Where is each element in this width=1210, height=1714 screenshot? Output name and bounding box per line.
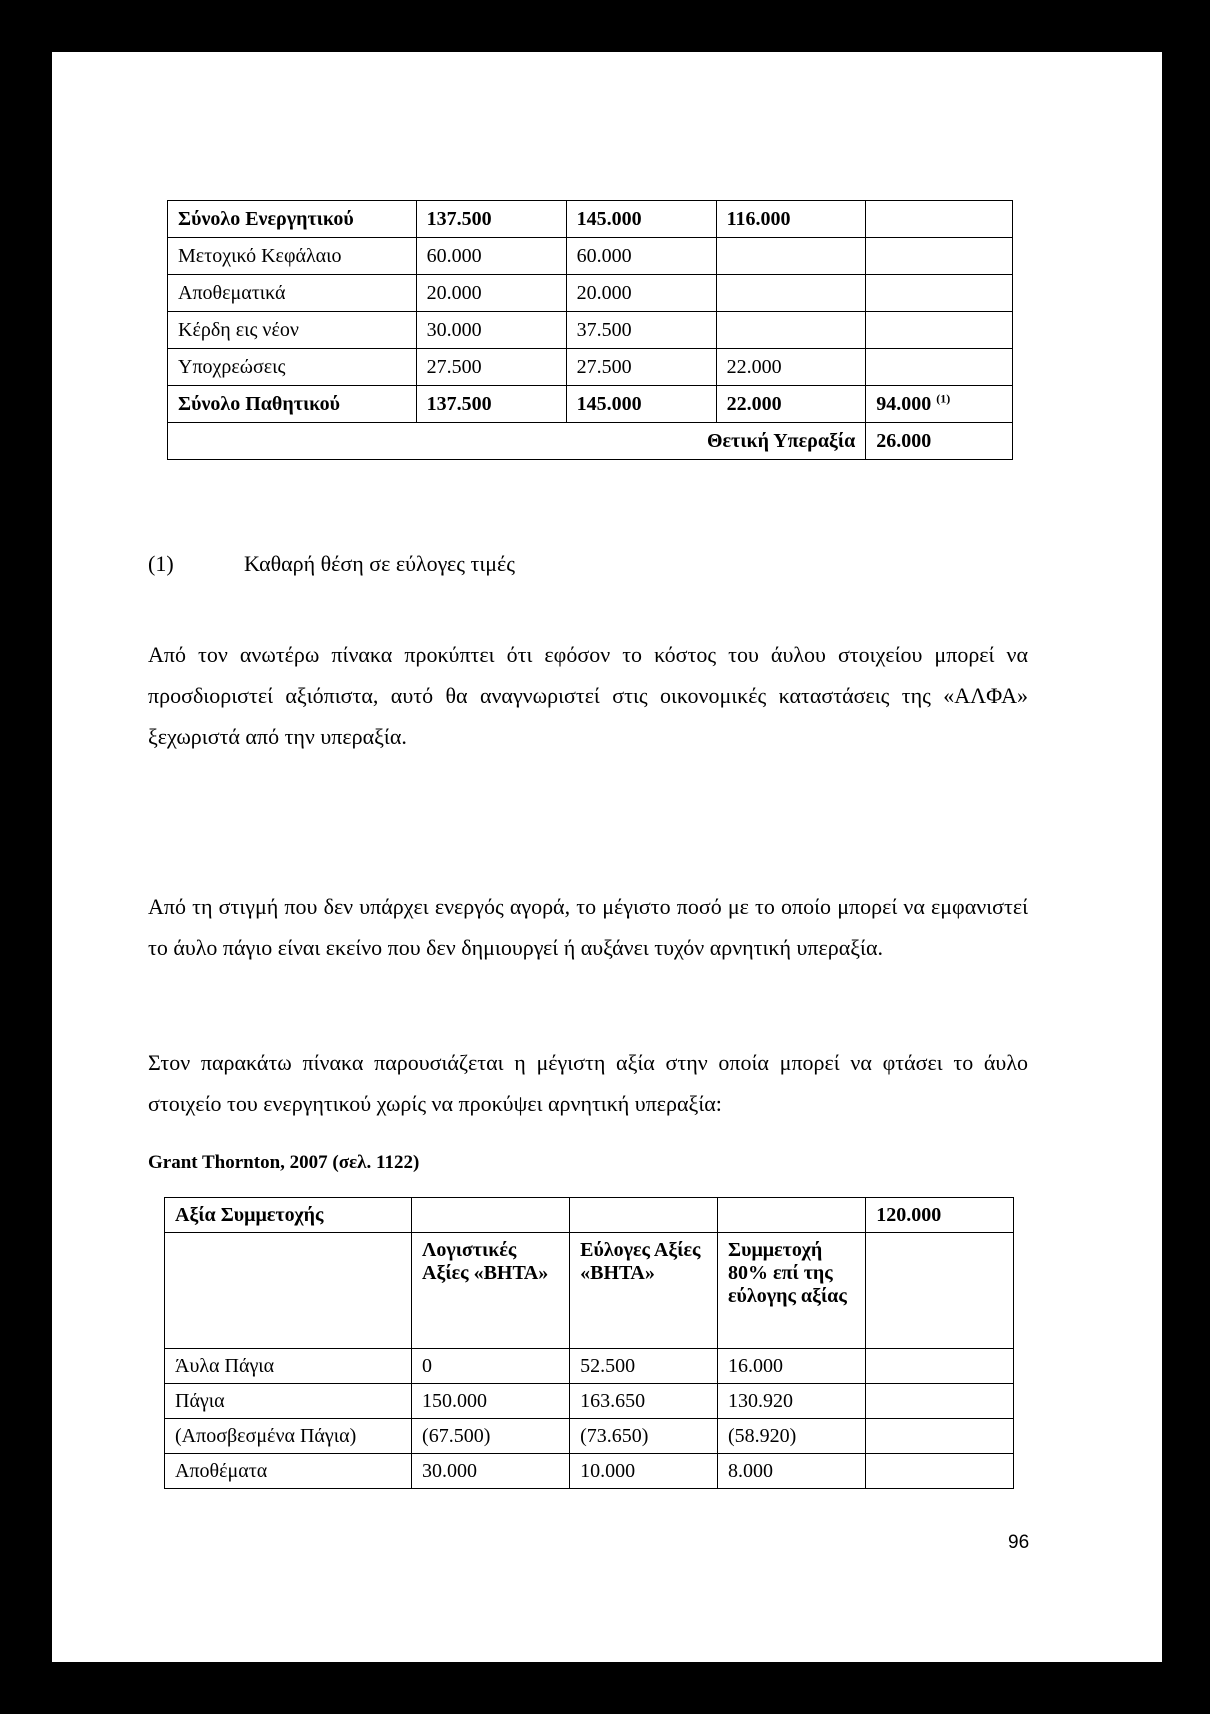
table-cell [412,1198,570,1233]
table-cell [866,201,1013,238]
row-label: Σύνολο Ενεργητικού [168,201,417,238]
table-cell: 137.500 [416,386,566,423]
table-cell [570,1198,718,1233]
row-label: Κέρδη εις νέον [168,312,417,349]
page-number: 96 [1008,1532,1030,1553]
table-cell: (73.650) [570,1419,718,1454]
paragraph: Από τον ανωτέρω πίνακα προκύπτει ότι εφόσον το κόστος του άυλου στοιχείου μπορεί να προσδιοριστεί αξιόπιστα, αυτό θα αναγνωριστεί στις οικονομικές καταστάσεις της «ΑΛΦΑ» ξεχωριστά από την υπεραξία. [148,642,1028,749]
table-cell: 60.000 [566,238,716,275]
table-cell: 0 [412,1349,570,1384]
source-citation: Grant Thornton, 2007 (σελ. 1122) [148,1152,420,1173]
table-cell: 137.500 [416,201,566,238]
table-cell: 150.000 [412,1384,570,1419]
table-cell: 27.500 [416,349,566,386]
row-label: Μετοχικό Κεφάλαιο [168,238,417,275]
table-title: Αξία Συμμετοχής [165,1198,412,1233]
table-row [168,238,1013,275]
table-row [165,1349,1014,1384]
row-label: Πάγια [165,1384,412,1419]
table-row [165,1198,1014,1233]
summary-value: 26.000 [866,423,1013,460]
table-cell: 16.000 [718,1349,866,1384]
table-cell: (58.920) [718,1419,866,1454]
table-row [165,1419,1014,1454]
table-cell: 163.650 [570,1384,718,1419]
table-cell: 116.000 [716,201,866,238]
table-cell [866,1384,1014,1419]
table-header-row [165,1233,1014,1349]
footnote-text: Καθαρή θέση σε εύλογες τιμές [244,551,515,576]
column-header [866,1233,1014,1349]
table-row [168,423,1013,460]
table-cell [866,1454,1014,1489]
table-cell: 22.000 [716,349,866,386]
table-cell [866,238,1013,275]
summary-label: Θετική Υπεραξία [168,423,866,460]
table-cell: 20.000 [416,275,566,312]
cell-value: 94.000 [876,393,932,415]
table-cell: 22.000 [716,386,866,423]
table-cell: 37.500 [566,312,716,349]
table-row [165,1384,1014,1419]
column-header: Συμμετοχή 80% επί της εύλογης αξίας [718,1233,866,1349]
table-cell [866,1349,1014,1384]
table-cell: 30.000 [412,1454,570,1489]
table-cell: 52.500 [570,1349,718,1384]
row-label: Υποχρεώσεις [168,349,417,386]
table-cell: 10.000 [570,1454,718,1489]
footnote-ref: (1) [936,391,951,406]
table-cell [866,275,1013,312]
document-sheet [52,52,1162,1662]
table-cell [866,1419,1014,1454]
table-cell [866,349,1013,386]
footnote-marker: (1) [148,551,174,576]
balance-sheet-table [167,200,1013,460]
paragraph: Από τη στιγμή που δεν υπάρχει ενεργός αγορά, το μέγιστο ποσό με το οποίο μπορεί να εμφανιστεί το άυλο πάγιο είναι εκείνο που δεν δημιουργεί ή αυξάνει τυχόν αρνητική υπεραξία. [148,894,1028,960]
table-row [168,275,1013,312]
table-title-value: 120.000 [866,1198,1014,1233]
paragraph: Στον παρακάτω πίνακα παρουσιάζεται η μέγιστη αξία στην οποία μπορεί να φτάσει το άυλο στοιχείο του ενεργητικού χωρίς να προκύψει αρνητική υπεραξία: [148,1050,1028,1116]
row-label: Σύνολο Παθητικού [168,386,417,423]
column-header: Εύλογες Αξίες «ΒΗΤΑ» [570,1233,718,1349]
table-row [165,1454,1014,1489]
table-cell: 8.000 [718,1454,866,1489]
row-label: Άυλα Πάγια [165,1349,412,1384]
table-row [168,201,1013,238]
table-cell: 20.000 [566,275,716,312]
table-cell [866,312,1013,349]
table-cell: 145.000 [566,201,716,238]
row-label: (Αποσβεσμένα Πάγια) [165,1419,412,1454]
row-label: Αποθέματα [165,1454,412,1489]
row-label: Αποθεματικά [168,275,417,312]
column-header [165,1233,412,1349]
table-cell [866,386,1013,423]
table-cell [716,275,866,312]
table-cell: (67.500) [412,1419,570,1454]
table-cell [716,312,866,349]
table-cell [718,1198,866,1233]
table-cell: 27.500 [566,349,716,386]
table-cell [716,238,866,275]
table-row [168,386,1013,423]
table-cell: 130.920 [718,1384,866,1419]
table-row [168,312,1013,349]
table-cell: 145.000 [566,386,716,423]
table-cell: 30.000 [416,312,566,349]
table-row [168,349,1013,386]
table-cell: 60.000 [416,238,566,275]
column-header: Λογιστικές Αξίες «ΒΗΤΑ» [412,1233,570,1349]
footnote [148,551,515,577]
participation-value-table [164,1197,1014,1489]
